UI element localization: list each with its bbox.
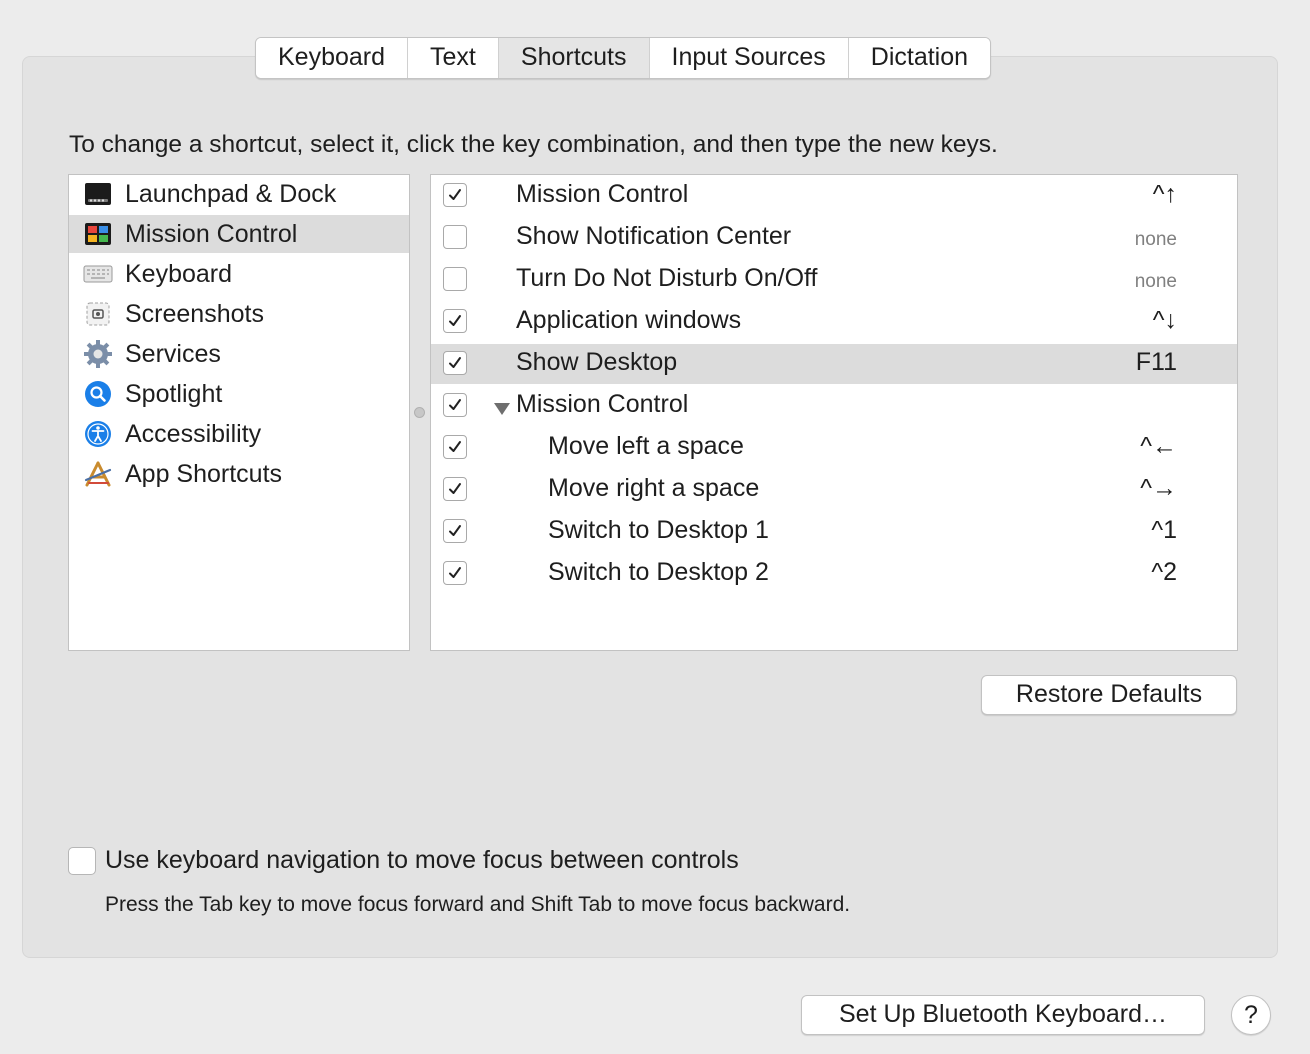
category-spotlight[interactable] bbox=[69, 375, 409, 413]
keyboard-icon bbox=[83, 259, 113, 289]
restore-defaults-button[interactable]: Restore Defaults bbox=[981, 675, 1237, 715]
shortcut-name: Show Desktop bbox=[516, 348, 678, 376]
category-launchpad-dock[interactable] bbox=[69, 175, 409, 213]
help-button[interactable]: ? bbox=[1231, 995, 1271, 1035]
split-view-divider-handle[interactable] bbox=[414, 407, 425, 418]
shortcut-name: Switch to Desktop 2 bbox=[548, 558, 769, 586]
shortcut-group-mission-control[interactable] bbox=[431, 386, 1237, 426]
shortcut-key[interactable]: none bbox=[1134, 229, 1177, 250]
category-label: Spotlight bbox=[125, 379, 223, 408]
shortcut-row-show-notification-center[interactable] bbox=[431, 218, 1237, 258]
tab-keyboard[interactable]: Keyboard bbox=[256, 38, 408, 78]
checkmark-icon bbox=[447, 187, 463, 203]
shortcut-checkbox[interactable] bbox=[443, 519, 467, 543]
shortcut-checkbox[interactable] bbox=[443, 309, 467, 333]
shortcut-key[interactable]: ^← bbox=[1140, 432, 1177, 460]
shortcut-row-switch-desktop-1[interactable] bbox=[431, 512, 1237, 552]
category-label: Mission Control bbox=[125, 219, 298, 248]
disclosure-triangle-icon[interactable] bbox=[493, 402, 511, 416]
category-label: Accessibility bbox=[125, 419, 262, 448]
shortcut-name: Move right a space bbox=[548, 474, 760, 502]
shortcut-checkbox[interactable] bbox=[443, 561, 467, 585]
category-label: Screenshots bbox=[125, 299, 264, 328]
category-label: App Shortcuts bbox=[125, 459, 283, 488]
shortcut-key[interactable]: F11 bbox=[1135, 348, 1177, 376]
shortcut-checkbox[interactable] bbox=[443, 183, 467, 207]
category-services[interactable] bbox=[69, 335, 409, 373]
tab-shortcuts[interactable]: Shortcuts bbox=[499, 38, 650, 78]
shortcut-row-switch-desktop-2[interactable] bbox=[431, 554, 1237, 594]
shortcut-name: Switch to Desktop 1 bbox=[548, 516, 769, 544]
shortcut-key[interactable]: none bbox=[1134, 271, 1177, 292]
shortcut-checkbox[interactable] bbox=[443, 267, 467, 291]
shortcut-key[interactable]: ^↓ bbox=[1152, 306, 1177, 334]
checkmark-icon bbox=[447, 397, 463, 413]
shortcut-row-move-left-space[interactable] bbox=[431, 428, 1237, 468]
shortcut-checkbox[interactable] bbox=[443, 477, 467, 501]
checkmark-icon bbox=[447, 355, 463, 371]
shortcut-key[interactable]: ^↑ bbox=[1152, 180, 1177, 208]
category-screenshots[interactable] bbox=[69, 295, 409, 333]
category-keyboard[interactable] bbox=[69, 255, 409, 293]
instruction-text: To change a shortcut, select it, click the key combination, and then type the new keys. bbox=[69, 131, 998, 158]
shortcut-list[interactable] bbox=[430, 174, 1238, 651]
shortcut-row-show-desktop[interactable] bbox=[431, 344, 1237, 384]
accessibility-icon bbox=[83, 419, 113, 449]
category-list[interactable] bbox=[68, 174, 410, 651]
shortcut-key[interactable]: ^→ bbox=[1140, 474, 1177, 502]
shortcut-name: Move left a space bbox=[548, 432, 744, 460]
gear-icon bbox=[83, 339, 113, 369]
checkmark-icon bbox=[447, 565, 463, 581]
shortcut-name: Application windows bbox=[516, 306, 742, 334]
keyboard-navigation-label[interactable]: Use keyboard navigation to move focus between controls bbox=[105, 846, 739, 874]
shortcut-checkbox[interactable] bbox=[443, 435, 467, 459]
tab-bar bbox=[255, 37, 991, 79]
tab-text[interactable]: Text bbox=[408, 38, 499, 78]
checkmark-icon bbox=[447, 481, 463, 497]
shortcut-row-mission-control[interactable] bbox=[431, 176, 1237, 216]
shortcut-checkbox[interactable] bbox=[443, 351, 467, 375]
category-label: Launchpad & Dock bbox=[125, 179, 337, 208]
shortcut-group-name: Mission Control bbox=[516, 390, 689, 418]
shortcut-row-do-not-disturb[interactable] bbox=[431, 260, 1237, 300]
category-app-shortcuts[interactable] bbox=[69, 455, 409, 493]
app-shortcuts-icon bbox=[83, 459, 113, 489]
shortcut-name: Mission Control bbox=[516, 180, 689, 208]
launchpad-dock-icon bbox=[83, 179, 113, 209]
shortcut-key[interactable]: ^2 bbox=[1151, 558, 1177, 586]
shortcut-key[interactable]: ^1 bbox=[1151, 516, 1177, 544]
shortcut-row-move-right-space[interactable] bbox=[431, 470, 1237, 510]
category-label: Services bbox=[125, 339, 221, 368]
shortcut-checkbox[interactable] bbox=[443, 225, 467, 249]
tab-dictation[interactable]: Dictation bbox=[849, 38, 990, 78]
category-mission-control[interactable] bbox=[69, 215, 409, 253]
shortcut-name: Show Notification Center bbox=[516, 222, 792, 250]
spotlight-icon bbox=[83, 379, 113, 409]
category-label: Keyboard bbox=[125, 259, 233, 288]
checkmark-icon bbox=[447, 439, 463, 455]
shortcut-row-application-windows[interactable] bbox=[431, 302, 1237, 342]
setup-bluetooth-keyboard-button[interactable]: Set Up Bluetooth Keyboard… bbox=[801, 995, 1205, 1035]
keyboard-navigation-checkbox[interactable] bbox=[68, 847, 96, 875]
checkmark-icon bbox=[447, 313, 463, 329]
shortcut-name: Turn Do Not Disturb On/Off bbox=[516, 264, 818, 292]
checkmark-icon bbox=[447, 523, 463, 539]
keyboard-navigation-hint: Press the Tab key to move focus forward and Shift Tab to move focus backward. bbox=[105, 893, 851, 916]
shortcut-checkbox[interactable] bbox=[443, 393, 467, 417]
tab-input-sources[interactable]: Input Sources bbox=[650, 38, 849, 78]
screenshots-icon bbox=[83, 299, 113, 329]
mission-control-icon bbox=[83, 219, 113, 249]
category-accessibility[interactable] bbox=[69, 415, 409, 453]
